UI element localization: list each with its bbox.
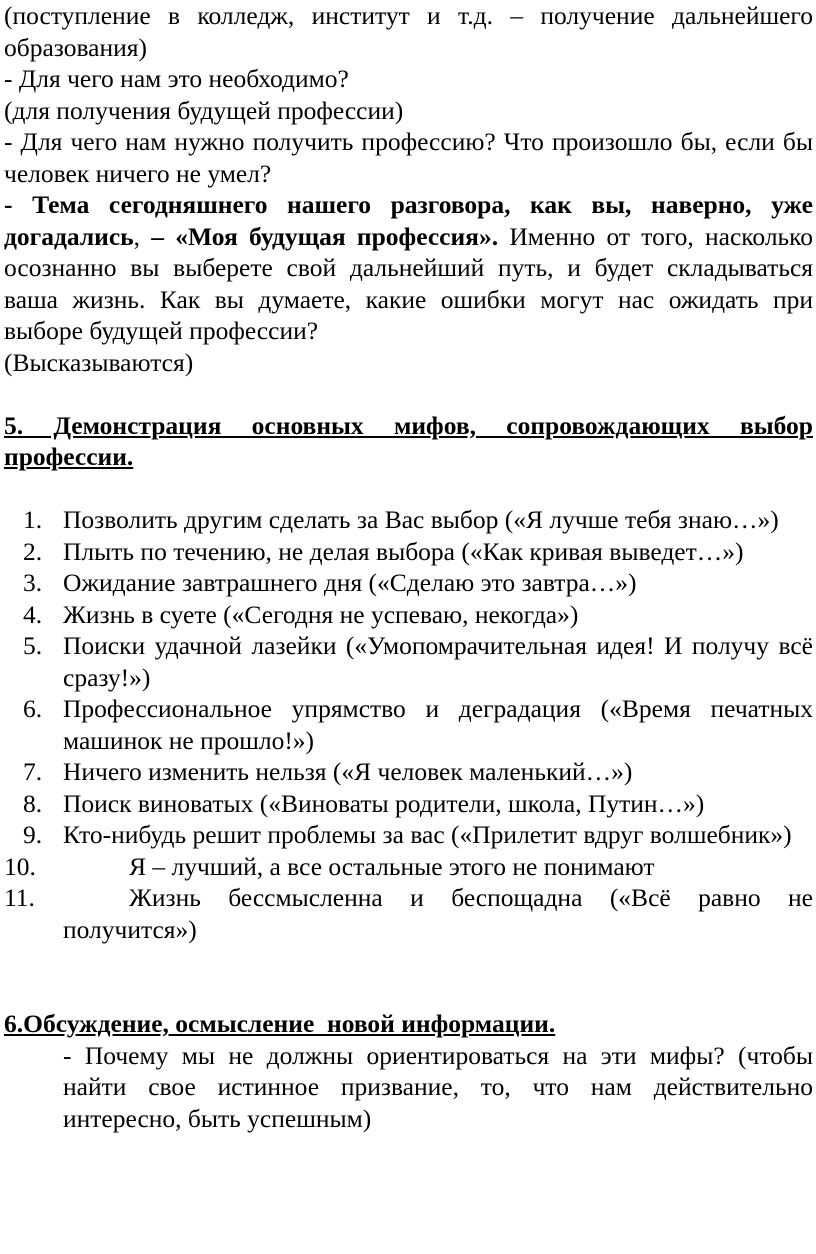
topic-title: – «Моя будущая профессия». [151, 221, 499, 251]
list-item [4, 693, 813, 756]
list-item [4, 756, 813, 788]
list-item-number: 10. [4, 851, 36, 881]
list-item [4, 788, 813, 820]
intro-reply: (Высказываются) [4, 347, 194, 377]
intro-question-1: - Для чего нам это необходимо? [4, 64, 349, 93]
list-item-number: 6. [23, 694, 43, 723]
list-item-number: 5. [23, 631, 43, 660]
topic-lead: - Тема сегодняшнего нашего разговора, как вы, наверно, уже догадались [4, 190, 813, 251]
list-item [4, 851, 813, 883]
section-6-heading: 6.Обсуждение, осмысление новой информации. [4, 1009, 556, 1038]
list-item [4, 504, 813, 536]
list-item-number: 1. [23, 505, 43, 534]
list-item-number: 7. [23, 757, 43, 786]
list-item-text: Кто-нибудь решит проблемы за вас («Прилетит вдруг волшебник») [63, 820, 792, 849]
intro-paragraph-1: (поступление в колледж, институт и т.д. – получение дальнейшего образования) [4, 1, 813, 62]
list-item-text: Поиски удачной лазейки («Умопомрачительная идея! И получу всё сразу!») [63, 631, 813, 692]
list-item-text: Профессиональное упрямство и деградация («Время печатных машинок не прошло!») [63, 694, 813, 755]
list-item [4, 630, 813, 693]
section-6-text: - Почему мы не должны ориентироваться на эти мифы? (чтобы найти свое истинное призвание, то, что нам действительно интересно, быть успешным) [63, 1040, 813, 1133]
list-item-number: 3. [23, 568, 43, 597]
list-item-text: Ожидание завтрашнего дня («Сделаю это завтра…») [63, 568, 637, 597]
list-item [4, 819, 813, 851]
list-item-text: Позволить другим сделать за Вас выбор («Я лучше тебя знаю…») [63, 505, 779, 534]
intro-question-2: - Для чего нам нужно получить профессию? Что произошло бы, если бы человек ничего не умел? [4, 127, 813, 188]
list-item [4, 536, 813, 568]
topic-text: Именно от того, насколько осознанно вы выберете свой дальнейший путь, и будет складываться ваша жизнь. Как вы думаете, какие ошибки могут нас ожидать при выборе будущей профессии? [4, 221, 814, 345]
list-item [4, 567, 813, 599]
list-item [4, 882, 813, 945]
list-item-text: Жизнь в суете («Сегодня не успеваю, некогда») [63, 599, 579, 629]
list-item-text: Я – лучший, а все остальные этого не понимают [129, 851, 655, 881]
list-item-number: 11. [4, 883, 35, 912]
list-item [4, 599, 813, 631]
list-item-text: Жизнь бессмысленна и беспощадна («Всё равно не получится») [63, 883, 813, 944]
topic-paragraph [4, 189, 813, 347]
list-item-text: Поиск виноватых («Виноваты родители, школа, Путин…») [63, 788, 705, 818]
myths-list [4, 504, 813, 945]
list-item-number: 2. [23, 536, 43, 566]
list-item-number: 8. [23, 788, 43, 818]
section-5-heading: 5. Демонстрация основных мифов, сопровождающих выбор профессии. [4, 410, 813, 471]
intro-answer-1: (для получения будущей профессии) [4, 95, 404, 125]
list-item-number: 4. [23, 599, 43, 629]
topic-comma: , [133, 221, 152, 251]
list-item-text: Плыть по течению, не делая выбора («Как кривая выведет…») [63, 536, 744, 566]
list-item-text: Ничего изменить нельзя («Я человек маленький…») [63, 757, 633, 786]
list-item-number: 9. [23, 820, 43, 849]
